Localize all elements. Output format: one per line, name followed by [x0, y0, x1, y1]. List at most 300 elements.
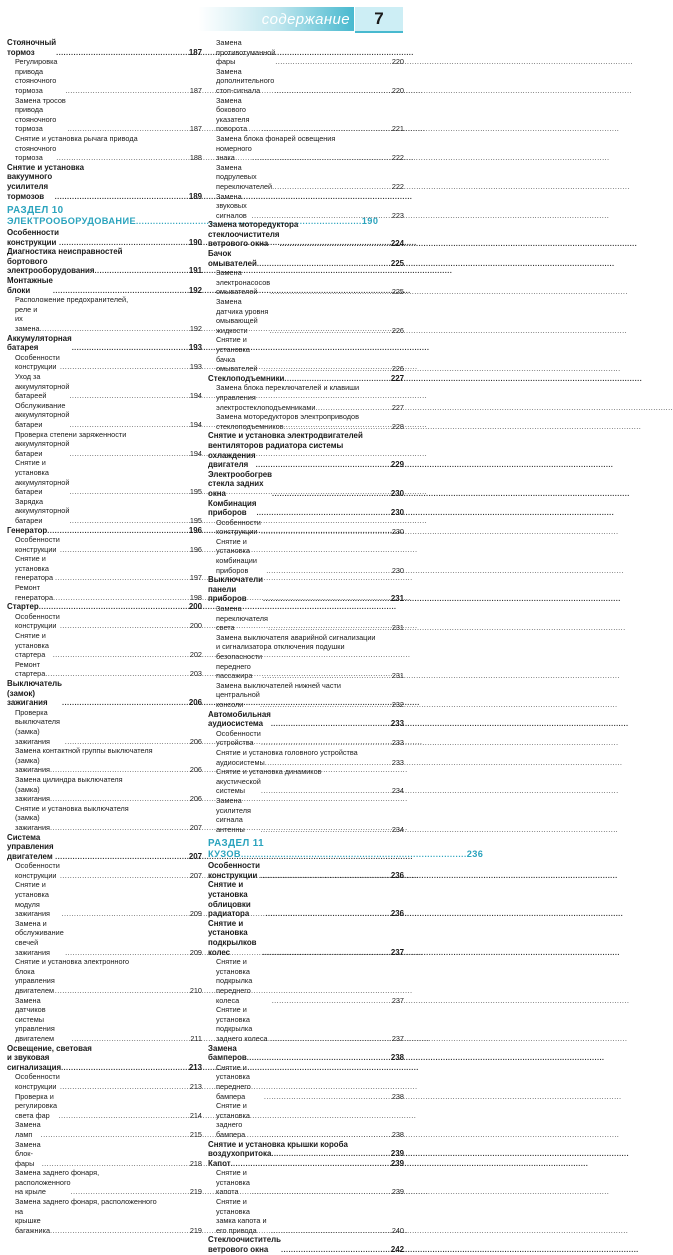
toc-subentry[interactable]	[208, 1197, 404, 1235]
toc-entry-text-line: Снятие и установка электродвигателей	[208, 431, 363, 441]
toc-entry-row	[216, 1197, 404, 1235]
toc-entry-text: Выключатель (замок) зажигания	[7, 679, 63, 708]
toc-entry-text: Замена противотуманной фары	[216, 38, 276, 67]
dot-leader	[53, 593, 189, 603]
toc-page-number: 238	[391, 1091, 404, 1101]
toc-entry-text-line: Снятие и установка динамиков	[216, 767, 322, 777]
toc-entry-text: (замка) зажигания	[15, 784, 50, 804]
toc-entry-text: Снятие и установка аккумуляторной батареи	[15, 458, 70, 497]
toc-entry-text: Особенности конструкции	[15, 861, 60, 880]
dot-leader	[69, 391, 188, 401]
toc-subentry[interactable]	[7, 1197, 202, 1235]
toc-subentry[interactable]	[208, 297, 404, 335]
toc-entry-row	[15, 813, 202, 832]
toc-entry[interactable]	[7, 602, 202, 612]
toc-subentry[interactable]	[208, 729, 404, 748]
toc-page-number: 215	[189, 1129, 202, 1139]
toc-entry-text: Замена тросов привода стояночного тормоза	[15, 95, 66, 134]
toc-subentry[interactable]	[208, 748, 404, 767]
toc-entry[interactable]	[208, 880, 404, 918]
toc-entry-text-line: Снятие и установка электронного	[15, 957, 130, 967]
toc-entry[interactable]	[7, 526, 202, 536]
toc-entry-row	[216, 393, 404, 412]
toc-subentry[interactable]	[208, 163, 404, 192]
toc-entry-text: управления электростеклоподъемниками	[216, 392, 316, 412]
toc-subentry[interactable]	[208, 957, 404, 1005]
dot-leader	[262, 671, 391, 681]
toc-entry-text: Стартер	[7, 602, 39, 612]
toc-page-number: 213	[188, 1062, 202, 1072]
toc-entry-text: на крышке багажника	[15, 1206, 51, 1235]
toc-entry-text: Замена и обслуживание свечей зажигания	[15, 918, 64, 957]
toc-entry-row	[15, 144, 202, 163]
dot-leader	[40, 324, 189, 334]
toc-entry-row	[216, 38, 404, 67]
toc-page-number: 218	[189, 1158, 202, 1168]
toc-subentry[interactable]	[7, 430, 202, 459]
toc-entry-text: Ремонт стартера	[15, 659, 46, 679]
section-name: КУЗОВ	[208, 849, 241, 860]
toc-subentry[interactable]	[208, 268, 404, 297]
toc-entry-row	[15, 305, 202, 334]
toc-page-number: 233	[390, 719, 404, 729]
toc-entry-text: охлаждения двигателя	[208, 450, 256, 470]
toc-entry-row	[15, 1120, 202, 1139]
toc-entry[interactable]	[208, 374, 404, 384]
dot-leader	[50, 1226, 189, 1236]
dot-leader	[41, 1130, 189, 1140]
dot-leader	[274, 86, 391, 96]
toc-entry-text: Снятие и установка переднего бампера	[216, 1062, 251, 1101]
toc-page-number: 189	[188, 191, 202, 201]
toc-subentry[interactable]	[208, 134, 404, 163]
toc-entry[interactable]	[208, 470, 404, 499]
dot-leader	[60, 545, 189, 555]
toc-subentry[interactable]	[208, 681, 404, 710]
toc-page-number: 192	[188, 285, 202, 295]
toc-entry[interactable]	[208, 1159, 404, 1169]
toc-entry-row	[15, 880, 202, 918]
toc-entry-row	[7, 228, 202, 247]
toc-entry-row	[15, 353, 202, 372]
toc-entry[interactable]	[208, 431, 404, 469]
dot-leader	[45, 669, 189, 679]
toc-entry-text: Замена ламп	[15, 1120, 41, 1139]
toc-entry-row	[208, 230, 404, 249]
toc-page-number: 195	[189, 515, 202, 525]
toc-subentry[interactable]	[208, 96, 404, 134]
toc-page-number: 234	[391, 786, 404, 796]
toc-entry-row	[208, 374, 404, 384]
toc-entry-row	[15, 401, 202, 430]
toc-subentry[interactable]	[7, 880, 202, 918]
toc-entry-row	[7, 276, 202, 295]
toc-page-number: 237	[391, 1033, 404, 1043]
toc-page-number: 222	[391, 181, 404, 191]
toc-page-number: 203	[189, 669, 202, 679]
dot-leader	[266, 566, 391, 576]
toc-entry[interactable]	[7, 163, 202, 201]
toc-entry[interactable]	[208, 1235, 404, 1254]
toc-entry-row	[15, 785, 202, 804]
toc-entry-text: Особенности конструкции	[7, 228, 59, 247]
toc-entry-row	[15, 631, 202, 660]
dot-leader	[69, 449, 188, 459]
toc-page-number: 237	[391, 995, 404, 1005]
toc-subentry[interactable]	[208, 383, 404, 412]
dot-leader	[69, 516, 188, 526]
toc-page-number: 223	[391, 210, 404, 220]
dot-leader	[263, 594, 390, 604]
toc-entry-row	[7, 833, 202, 862]
toc-page-number: 242	[390, 1245, 404, 1255]
toc-entry-row	[208, 861, 404, 880]
toc-page-number: 231	[390, 594, 404, 604]
toc-subentry[interactable]	[7, 57, 202, 95]
dot-leader	[55, 192, 188, 202]
toc-page-number: 225	[390, 258, 404, 268]
toc-entry-text: Проверка и регулировка света фар	[15, 1091, 58, 1120]
dot-leader	[55, 573, 189, 583]
toc-subentry[interactable]	[7, 1168, 202, 1197]
toc-entry-text-line: Снятие и установка крышки короба	[208, 1139, 348, 1149]
toc-entry[interactable]	[7, 334, 202, 353]
toc-entry-text: Ремонт генератора	[15, 583, 54, 602]
toc-subentry[interactable]	[7, 660, 202, 679]
toc-page-number: 210	[189, 986, 202, 995]
toc-column-right	[208, 38, 484, 1255]
toc-subentry[interactable]	[7, 708, 202, 746]
dot-leader	[261, 786, 391, 796]
toc-page-number: 231	[391, 671, 404, 681]
toc-entry-row	[216, 518, 404, 537]
toc-entry-text: стояночного тормоза	[15, 143, 57, 163]
toc-entry-row	[208, 1044, 404, 1063]
toc-entry-text: Снятие и установка замка капота и его привода	[216, 1197, 267, 1235]
toc-entry-row	[216, 957, 404, 1005]
dot-leader	[67, 124, 188, 134]
toc-entry-row	[216, 796, 404, 834]
toc-entry-text: Замена дополнительного стоп-сигнала	[216, 66, 275, 95]
toc-entry-text: (замка) зажигания	[15, 755, 50, 775]
page-title: содержание	[261, 11, 350, 28]
toc-entry-text: Особенности конструкции	[15, 352, 60, 372]
dot-leader	[275, 57, 391, 67]
toc-page-number: 190	[188, 237, 202, 247]
page-number: 7	[374, 9, 384, 28]
toc-entry[interactable]	[7, 247, 202, 276]
dot-leader	[268, 623, 391, 633]
dot-leader	[53, 650, 189, 660]
dot-leader	[47, 526, 188, 536]
toc-entry-text: Снятие и установка генератора	[15, 554, 54, 583]
toc-entry-text-line: Замена блока переключателей и клавиши	[216, 383, 360, 393]
toc-page-number: 200	[188, 602, 202, 612]
toc-entry-text-line: Замена моторедукторов электроприводов	[216, 412, 359, 422]
toc-subentry[interactable]	[208, 1168, 404, 1197]
toc-page-number: 224	[390, 239, 404, 249]
toc-subentry[interactable]	[7, 919, 202, 957]
toc-entry-row	[216, 690, 404, 709]
dot-leader	[265, 909, 389, 919]
toc-entry-text-line: вентиляторов радиатора системы	[208, 440, 344, 450]
toc-subentry[interactable]	[208, 335, 404, 373]
toc-page-number: 196	[188, 525, 202, 535]
toc-subentry[interactable]	[208, 38, 404, 67]
toc-page-number: 187	[189, 124, 202, 134]
toc-entry-text: реле и их замена	[15, 304, 40, 334]
toc-entry-row	[216, 422, 404, 432]
toc-entry-text: Особенности конструкции	[15, 535, 60, 554]
toc-entry-row	[15, 861, 202, 880]
section-label: РАЗДЕЛ 10	[7, 205, 64, 217]
toc-entry-text-line: Снятие и установка выключателя	[15, 803, 129, 813]
dot-leader	[39, 602, 188, 612]
toc-subentry[interactable]	[7, 957, 202, 995]
dot-leader	[252, 153, 391, 163]
toc-entry-text-line: Снятие и установка рычага привода	[15, 133, 138, 143]
toc-entry-row	[216, 537, 404, 575]
dot-leader	[272, 489, 390, 499]
toc-page-number: 206	[189, 765, 202, 775]
toc-entry-text: Снятие и установка подкрылка переднего колеса	[216, 957, 253, 1005]
toc-entry-text-line: Снятие и установка головного устройства	[216, 747, 358, 757]
toc-entry-text: Особенности конструкции	[216, 517, 261, 537]
toc-entry-text: Замена электронасосов омывателей	[216, 268, 271, 297]
toc-subentry[interactable]	[7, 1140, 202, 1169]
toc-entry[interactable]	[208, 575, 404, 604]
toc-subentry[interactable]	[208, 604, 404, 633]
dot-leader	[61, 1063, 188, 1073]
toc-entry-text: Стояночный тормоз	[7, 38, 57, 57]
toc-entry-row	[216, 297, 404, 335]
toc-entry[interactable]	[208, 919, 404, 957]
toc-entry-row	[15, 458, 202, 496]
toc-entry[interactable]	[7, 276, 202, 295]
toc-entry[interactable]	[208, 249, 404, 268]
toc-entry-row	[208, 710, 404, 729]
toc-subentry[interactable]	[208, 412, 404, 431]
toc-entry[interactable]	[208, 861, 404, 880]
toc-subentry[interactable]	[7, 353, 202, 372]
toc-subentry[interactable]	[208, 796, 404, 834]
toc-subentry[interactable]	[7, 535, 202, 554]
dot-leader	[60, 871, 189, 881]
toc-page-number: 222	[391, 153, 404, 163]
toc-subentry[interactable]	[7, 746, 202, 775]
toc-entry-text: Замена усилителя сигнала антенны	[216, 795, 251, 834]
toc-subentry[interactable]	[7, 861, 202, 880]
dot-leader	[72, 343, 188, 353]
toc-entry[interactable]	[208, 1140, 404, 1159]
toc-entry[interactable]	[7, 1044, 202, 1073]
page-number-box	[355, 7, 403, 33]
toc-entry-text: расположенного на крыле	[15, 1177, 71, 1197]
toc-page-number: 239	[390, 1149, 404, 1159]
toc-entry-text: аккумуляторной батареи	[15, 439, 70, 458]
dot-leader	[55, 986, 189, 996]
toc-entry[interactable]	[208, 710, 404, 729]
toc-entry-row	[208, 1235, 404, 1254]
toc-entry-text-line: Снятие и установка	[7, 162, 85, 172]
dot-leader	[270, 1034, 391, 1044]
toc-page-number: 207	[188, 851, 202, 861]
toc-entry-text: стеклоочистителя ветрового окна	[208, 229, 280, 249]
dot-leader	[60, 621, 189, 631]
dot-leader	[252, 1187, 391, 1197]
toc-entry-text: и звуковая сигнализация	[7, 1053, 62, 1072]
toc-entry-text: Снятие и установка заднего бампера	[216, 1101, 250, 1139]
toc-page-number: 220	[391, 85, 404, 95]
toc-entry-row	[15, 919, 202, 957]
toc-entry-text-line: Замена заднего фонаря, расположенного	[15, 1197, 157, 1207]
toc-entry[interactable]	[7, 833, 202, 862]
toc-subentry[interactable]	[7, 631, 202, 660]
toc-subentry[interactable]	[208, 67, 404, 96]
toc-page-number: 230	[391, 565, 404, 575]
toc-entry[interactable]	[208, 1044, 404, 1063]
toc-page-number: 193	[188, 343, 202, 353]
toc-subentry[interactable]	[208, 1005, 404, 1043]
toc-entry[interactable]	[7, 228, 202, 247]
toc-page-number: 219	[189, 1225, 202, 1235]
dot-leader	[62, 698, 188, 708]
toc-subentry[interactable]	[7, 458, 202, 496]
toc-entry[interactable]	[7, 679, 202, 708]
dot-leader	[60, 362, 189, 372]
toc-page-number: 233	[391, 738, 404, 748]
toc-entry-text: Регулировка привода стояночного тормоза	[15, 57, 58, 95]
dot-leader	[315, 403, 390, 413]
toc-subentry[interactable]	[208, 633, 404, 681]
toc-entry-text: Комбинация приборов	[208, 498, 257, 518]
dot-leader	[279, 239, 389, 249]
toc-entry[interactable]	[7, 38, 202, 57]
toc-entry-text: Снятие и установка комбинации приборов	[216, 536, 257, 575]
toc-entry-text: Особенности конструкции	[15, 1072, 60, 1091]
toc-entry-text: блока управления двигателем	[15, 966, 55, 995]
toc-page-number: 220	[391, 57, 404, 67]
dot-leader	[59, 1111, 189, 1121]
toc-subentry[interactable]	[208, 518, 404, 537]
dot-leader	[65, 86, 189, 96]
dot-leader	[261, 738, 391, 748]
toc-entry-row	[15, 1072, 202, 1091]
toc-page-number: 238	[390, 1053, 404, 1063]
toc-subentry[interactable]	[208, 1063, 404, 1101]
toc-entry-row	[208, 919, 404, 957]
toc-entry-row	[208, 880, 404, 918]
toc-subentry[interactable]	[7, 775, 202, 804]
toc-page-number: 207	[189, 822, 202, 832]
toc-entry-row	[208, 451, 404, 470]
toc-page-number: 196	[189, 544, 202, 554]
toc-entry[interactable]	[208, 220, 404, 249]
toc-entry-text: Выключатели панели приборов	[208, 575, 264, 604]
toc-subentry[interactable]	[208, 537, 404, 575]
dot-leader	[270, 287, 391, 297]
dot-leader	[263, 364, 391, 374]
toc-subentry[interactable]	[7, 372, 202, 401]
toc-page-number: 200	[189, 621, 202, 631]
dot-leader	[252, 211, 391, 221]
toc-entry-text: Снятие и установка облицовки радиатора	[208, 880, 251, 919]
toc-subentry[interactable]	[7, 1120, 202, 1139]
toc-entry-text: аудиосистемы	[216, 757, 265, 767]
dot-leader	[42, 1159, 189, 1169]
toc-entry-text: Снятие и установка подкрылков колес	[208, 918, 257, 957]
toc-entry-text: Замена бамперов	[208, 1043, 247, 1063]
dot-leader	[50, 765, 189, 775]
toc-entry-row	[15, 96, 202, 134]
toc-subentry[interactable]	[208, 1101, 404, 1139]
toc-entry-text: Снятие и установка подкрылка заднего колеса	[216, 1005, 268, 1043]
dot-leader	[59, 238, 188, 248]
toc-subentry[interactable]	[7, 401, 202, 430]
toc-entry-row	[15, 996, 202, 1044]
toc-entry-row	[15, 583, 202, 602]
toc-subentry[interactable]	[7, 554, 202, 583]
toc-subentry[interactable]	[7, 134, 202, 163]
toc-page-number: 240	[391, 1225, 404, 1235]
toc-subentry[interactable]	[7, 804, 202, 833]
toc-entry-text: центральной консоли	[216, 690, 260, 709]
toc-entry-row	[15, 967, 202, 996]
toc-entry-text: номерного знака	[216, 143, 252, 163]
dot-leader	[95, 266, 188, 276]
section-title-row[interactable]	[208, 849, 484, 860]
toc-entry-text-line: Расположение предохранителей,	[15, 295, 129, 305]
toc-entry-row	[216, 163, 404, 192]
section-page-number: 236	[466, 849, 484, 860]
toc-subentry[interactable]	[7, 295, 202, 333]
toc-subentry[interactable]	[208, 767, 404, 796]
dot-leader	[50, 794, 189, 804]
toc-entry-text-line: Освещение, световая	[7, 1043, 92, 1053]
toc-entry-text: Капот	[208, 1158, 231, 1168]
toc-subentry[interactable]	[7, 1072, 202, 1091]
toc-entry[interactable]	[208, 499, 404, 518]
toc-subentry[interactable]	[7, 612, 202, 631]
toc-page-number: 238	[391, 1129, 404, 1139]
toc-page-number: 194	[189, 391, 202, 401]
dot-leader	[271, 719, 390, 729]
toc-page-number: 194	[189, 419, 202, 429]
toc-subentry[interactable]	[7, 583, 202, 602]
dot-leader	[271, 1149, 389, 1159]
toc-subentry[interactable]	[7, 96, 202, 134]
toc-page-number: 230	[390, 508, 404, 518]
toc-subentry[interactable]	[208, 192, 404, 221]
toc-entry-text-line: Замена контактной группы выключателя	[15, 746, 153, 756]
toc-page-number: 192	[189, 324, 202, 334]
dot-leader	[53, 286, 188, 296]
toc-page-number: 206	[188, 698, 202, 708]
toc-entry-row	[216, 67, 404, 96]
toc-entry-row	[216, 652, 404, 681]
toc-page-number: 206	[189, 794, 202, 804]
dot-leader	[260, 700, 391, 710]
toc-subentry[interactable]	[7, 1092, 202, 1121]
dot-leader	[71, 1187, 189, 1197]
toc-entry-row	[216, 1005, 404, 1043]
dot-leader	[272, 996, 391, 1006]
toc-entry-row	[7, 38, 202, 57]
toc-entry-row	[208, 470, 404, 499]
toc-subentry[interactable]	[7, 497, 202, 526]
toc-subentry[interactable]	[7, 996, 202, 1044]
toc-entry-row	[216, 604, 404, 633]
